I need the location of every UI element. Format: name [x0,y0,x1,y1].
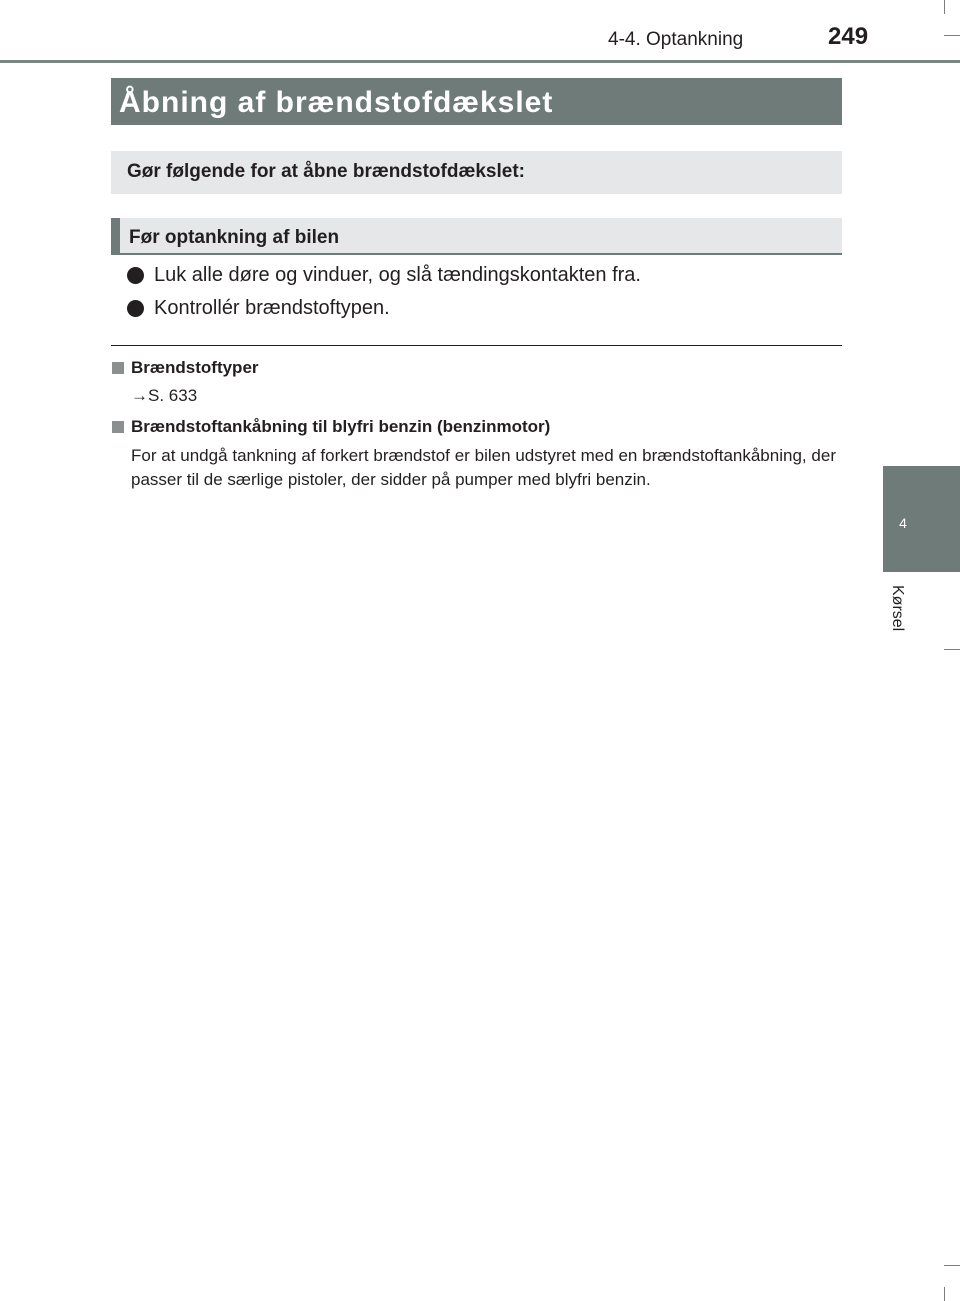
page-title: Åbning af brændstofdækslet [111,78,842,125]
page-number: 249 [828,23,869,50]
arrow-right-icon: → [131,386,148,405]
bullet-text: Kontrollér brændstoftypen. [154,297,390,319]
crop-mark-mid-right [944,649,960,650]
crop-mark-top-right-v [944,0,945,14]
page-reference-text: S. 633 [148,386,198,405]
crop-mark-top-right-h [944,35,960,36]
bullet-item [127,264,641,287]
bullet-item [127,297,390,320]
note-heading [112,358,259,378]
chapter-tab-label: Kørsel [889,585,906,632]
intro-instruction: Gør følgende for at åbne brændstofdækslet: [111,151,842,194]
crop-mark-bottom-right-h [944,1265,960,1266]
bullet-icon [127,267,144,284]
bullet-text: Luk alle døre og vinduer, og slå tændingskontakten fra. [154,264,641,286]
crop-mark-bottom-right-v [944,1287,945,1301]
square-bullet-icon [112,362,124,374]
subsection-accent [111,218,120,255]
header-section-title: 4-4. Optankning [608,29,744,50]
page-reference[interactable] [131,386,197,406]
note-body: For at undgå tankning af forkert brændstof er bilen udstyret med en brændstoftankåbning, der passer til de særlige pistoler, der sidder på pumper med blyfri benzin. [131,446,836,489]
note-heading [112,417,550,437]
square-bullet-icon [112,421,124,433]
chapter-tab-number: 4 [899,515,907,531]
section-divider [111,345,842,346]
bullet-icon [127,300,144,317]
subsection-title: Før optankning af bilen [129,227,340,248]
header-rule [0,60,960,63]
note-heading-text: Brændstoftankåbning til blyfri benzin (benzinmotor) [131,417,551,436]
note-heading-text: Brændstoftyper [131,358,259,377]
